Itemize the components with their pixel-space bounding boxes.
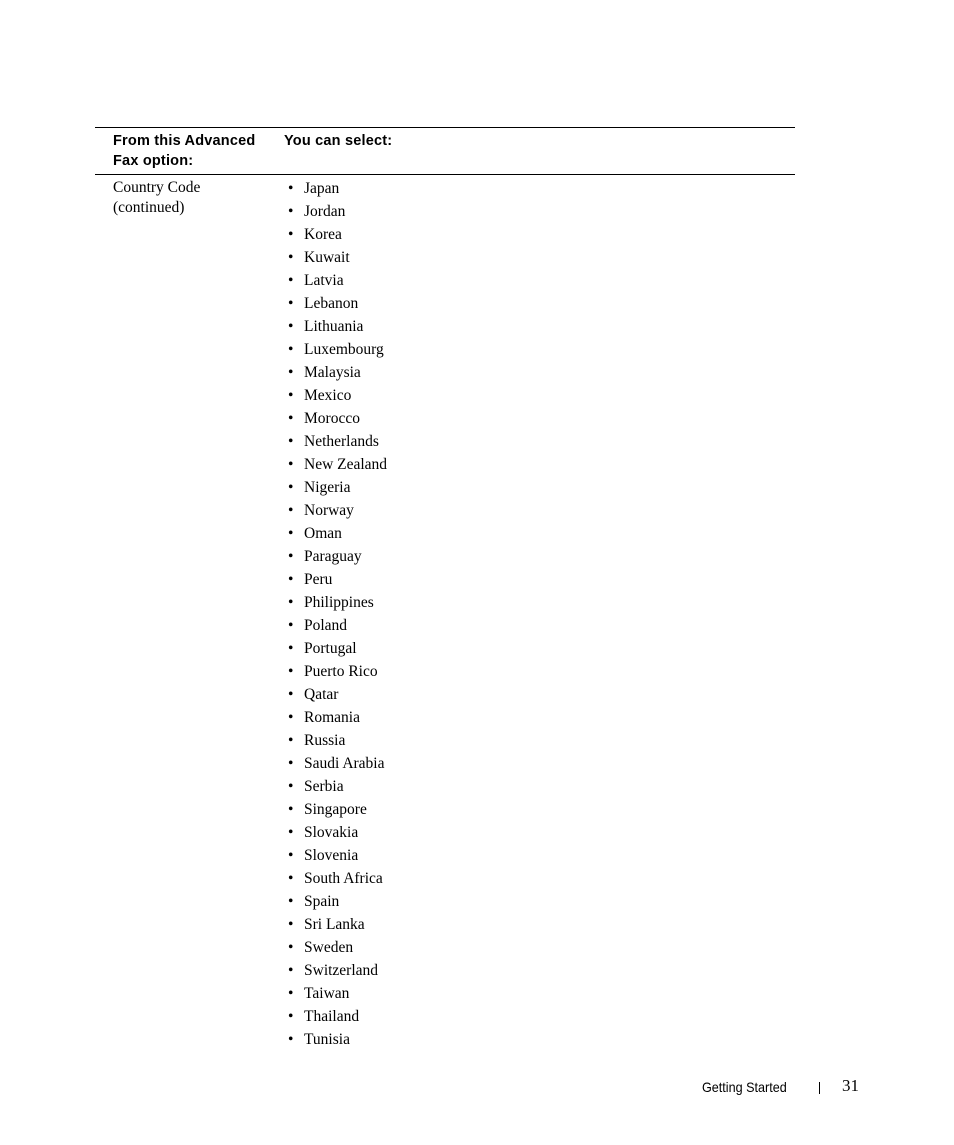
list-item xyxy=(288,338,387,361)
bullet-icon: • xyxy=(288,180,294,197)
bullet-icon: • xyxy=(288,893,294,910)
list-item xyxy=(288,361,387,384)
list-item xyxy=(288,223,387,246)
bullet-icon: • xyxy=(288,387,294,404)
bullet-icon: • xyxy=(288,341,294,358)
country-name: Lebanon xyxy=(304,295,359,312)
country-name: Puerto Rico xyxy=(304,663,378,680)
list-item xyxy=(288,545,387,568)
page-footer xyxy=(700,1075,860,1099)
list-item xyxy=(288,890,387,913)
table-header-row xyxy=(95,128,795,174)
list-item xyxy=(288,798,387,821)
bullet-icon: • xyxy=(288,433,294,450)
list-item xyxy=(288,936,387,959)
country-list xyxy=(288,177,387,1051)
bullet-icon: • xyxy=(288,801,294,818)
list-item xyxy=(288,246,387,269)
country-name: Romania xyxy=(304,709,360,726)
country-name: Korea xyxy=(304,226,342,243)
country-name: Sri Lanka xyxy=(304,916,365,933)
bullet-icon: • xyxy=(288,502,294,519)
list-item xyxy=(288,637,387,660)
country-name: Tunisia xyxy=(304,1031,350,1048)
country-name: Philippines xyxy=(304,594,374,611)
bullet-icon: • xyxy=(288,295,294,312)
options-table xyxy=(95,127,795,1048)
list-item xyxy=(288,729,387,752)
country-name: Netherlands xyxy=(304,433,379,450)
list-item xyxy=(288,499,387,522)
list-item xyxy=(288,614,387,637)
list-item xyxy=(288,683,387,706)
page-number: 31 xyxy=(842,1076,859,1095)
list-item xyxy=(288,269,387,292)
country-name: Taiwan xyxy=(304,985,350,1002)
list-item xyxy=(288,591,387,614)
table-row xyxy=(95,175,795,1048)
bullet-icon: • xyxy=(288,709,294,726)
country-name: Serbia xyxy=(304,778,344,795)
bullet-icon: • xyxy=(288,824,294,841)
bullet-icon: • xyxy=(288,594,294,611)
bullet-icon: • xyxy=(288,479,294,496)
list-item xyxy=(288,522,387,545)
list-item xyxy=(288,660,387,683)
list-item xyxy=(288,913,387,936)
list-item xyxy=(288,867,387,890)
country-name: Saudi Arabia xyxy=(304,755,385,772)
bullet-icon: • xyxy=(288,985,294,1002)
country-name: Norway xyxy=(304,502,354,519)
bullet-icon: • xyxy=(288,939,294,956)
bullet-icon: • xyxy=(288,686,294,703)
list-item xyxy=(288,844,387,867)
bullet-icon: • xyxy=(288,870,294,887)
country-name: Thailand xyxy=(304,1008,360,1025)
bullet-icon: • xyxy=(288,272,294,289)
bullet-icon: • xyxy=(288,249,294,266)
header-advanced-fax-option: From this Advanced Fax option: xyxy=(113,133,256,169)
list-item xyxy=(288,430,387,453)
country-name: Paraguay xyxy=(304,548,362,565)
option-name: Country Code (continued) xyxy=(113,179,201,216)
bullet-icon: • xyxy=(288,962,294,979)
bullet-icon: • xyxy=(288,847,294,864)
country-name: Sweden xyxy=(304,939,354,956)
bullet-icon: • xyxy=(288,732,294,749)
bullet-icon: • xyxy=(288,640,294,657)
list-item xyxy=(288,706,387,729)
country-name: Singapore xyxy=(304,801,367,818)
country-name: Lithuania xyxy=(304,318,364,335)
header-you-can-select: You can select: xyxy=(284,133,393,149)
country-name: Peru xyxy=(304,571,333,588)
country-name: Morocco xyxy=(304,410,360,427)
country-name: Qatar xyxy=(304,686,339,703)
bullet-icon: • xyxy=(288,1008,294,1025)
country-name: Russia xyxy=(304,732,346,749)
list-item xyxy=(288,775,387,798)
country-name: Portugal xyxy=(304,640,357,657)
list-item xyxy=(288,177,387,200)
list-item xyxy=(288,982,387,1005)
country-name: Nigeria xyxy=(304,479,351,496)
list-item xyxy=(288,292,387,315)
list-item xyxy=(288,821,387,844)
country-name: Spain xyxy=(304,893,340,910)
list-item xyxy=(288,752,387,775)
bullet-icon: • xyxy=(288,548,294,565)
country-name: Poland xyxy=(304,617,348,634)
country-name: Switzerland xyxy=(304,962,379,979)
bullet-icon: • xyxy=(288,318,294,335)
footer-section-title: Getting Started xyxy=(702,1079,787,1095)
bullet-icon: • xyxy=(288,778,294,795)
country-name: Luxembourg xyxy=(304,341,384,358)
list-item xyxy=(288,200,387,223)
bullet-icon: • xyxy=(288,226,294,243)
list-item xyxy=(288,568,387,591)
bullet-icon: • xyxy=(288,916,294,933)
bullet-icon: • xyxy=(288,617,294,634)
list-item xyxy=(288,315,387,338)
bullet-icon: • xyxy=(288,571,294,588)
country-name: Slovakia xyxy=(304,824,359,841)
country-name: Latvia xyxy=(304,272,344,289)
bullet-icon: • xyxy=(288,203,294,220)
bullet-icon: • xyxy=(288,1031,294,1048)
country-name: Mexico xyxy=(304,387,352,404)
list-item xyxy=(288,1028,387,1051)
bullet-icon: • xyxy=(288,663,294,680)
country-name: Kuwait xyxy=(304,249,350,266)
bullet-icon: • xyxy=(288,364,294,381)
country-name: Jordan xyxy=(304,203,346,220)
country-name: Japan xyxy=(304,180,340,197)
country-name: New Zealand xyxy=(304,456,388,473)
list-item xyxy=(288,407,387,430)
country-name: Slovenia xyxy=(304,847,359,864)
country-name: Oman xyxy=(304,525,342,542)
bullet-icon: • xyxy=(288,525,294,542)
list-item xyxy=(288,384,387,407)
list-item xyxy=(288,476,387,499)
list-item xyxy=(288,453,387,476)
footer-separator xyxy=(819,1082,820,1094)
list-item xyxy=(288,1005,387,1028)
bullet-icon: • xyxy=(288,755,294,772)
list-item xyxy=(288,959,387,982)
country-name: Malaysia xyxy=(304,364,361,381)
country-name: South Africa xyxy=(304,870,383,887)
bullet-icon: • xyxy=(288,456,294,473)
bullet-icon: • xyxy=(288,410,294,427)
